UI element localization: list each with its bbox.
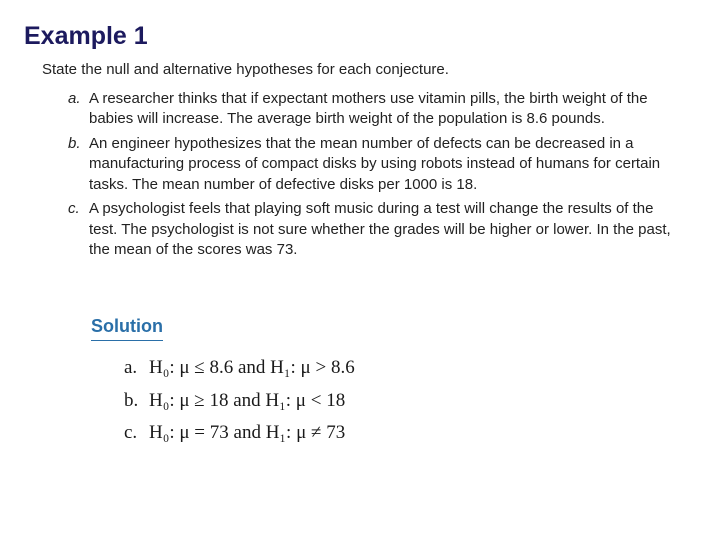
solution-section xyxy=(91,314,355,450)
answer-c xyxy=(124,417,355,450)
item-letter: a. xyxy=(68,89,81,107)
slide-title: Example 1 xyxy=(24,22,148,50)
item-text: An engineer hypothesizes that the mean number of defects can be decreased in a manufacturing process of compact disks by using robots instead of humans for certain tasks. The mean number of defective disks per 1000 is 18. xyxy=(89,134,661,193)
answer-hypotheses: H₀: μ ≥ 18 and H₁: μ < 18 xyxy=(149,389,346,411)
solution-heading: Solution xyxy=(91,314,163,341)
problem-item-c xyxy=(42,199,692,261)
item-letter: b. xyxy=(68,134,81,152)
problem-statement xyxy=(42,60,692,265)
answer-letter: b. xyxy=(124,389,139,411)
answer-hypotheses: H₀: μ ≤ 8.6 and H₁: μ > 8.6 xyxy=(149,357,355,378)
item-text: A researcher thinks that if expectant mothers use vitamin pills, the birth weight of the babies will increase. The average birth weight of the population is 8.6 pounds. xyxy=(89,89,648,127)
problem-intro: State the null and alternative hypotheses for each conjecture. xyxy=(42,61,449,78)
answer-b xyxy=(124,385,355,418)
answer-letter: c. xyxy=(124,422,138,443)
answer-hypotheses: H₀: μ = 73 and H₁: μ ≠ 73 xyxy=(149,422,346,443)
item-letter: c. xyxy=(68,200,80,217)
answer-letter: a. xyxy=(124,357,138,378)
solution-answers xyxy=(124,352,355,450)
problem-item-b xyxy=(42,134,692,196)
answer-a xyxy=(124,352,355,385)
problem-item-a xyxy=(42,89,692,130)
item-text: A psychologist feels that playing soft music during a test will change the results of the test. The psychologist is not sure whether the grades will be higher or lower. In the past, the mean of the scores was 73. xyxy=(89,200,671,258)
